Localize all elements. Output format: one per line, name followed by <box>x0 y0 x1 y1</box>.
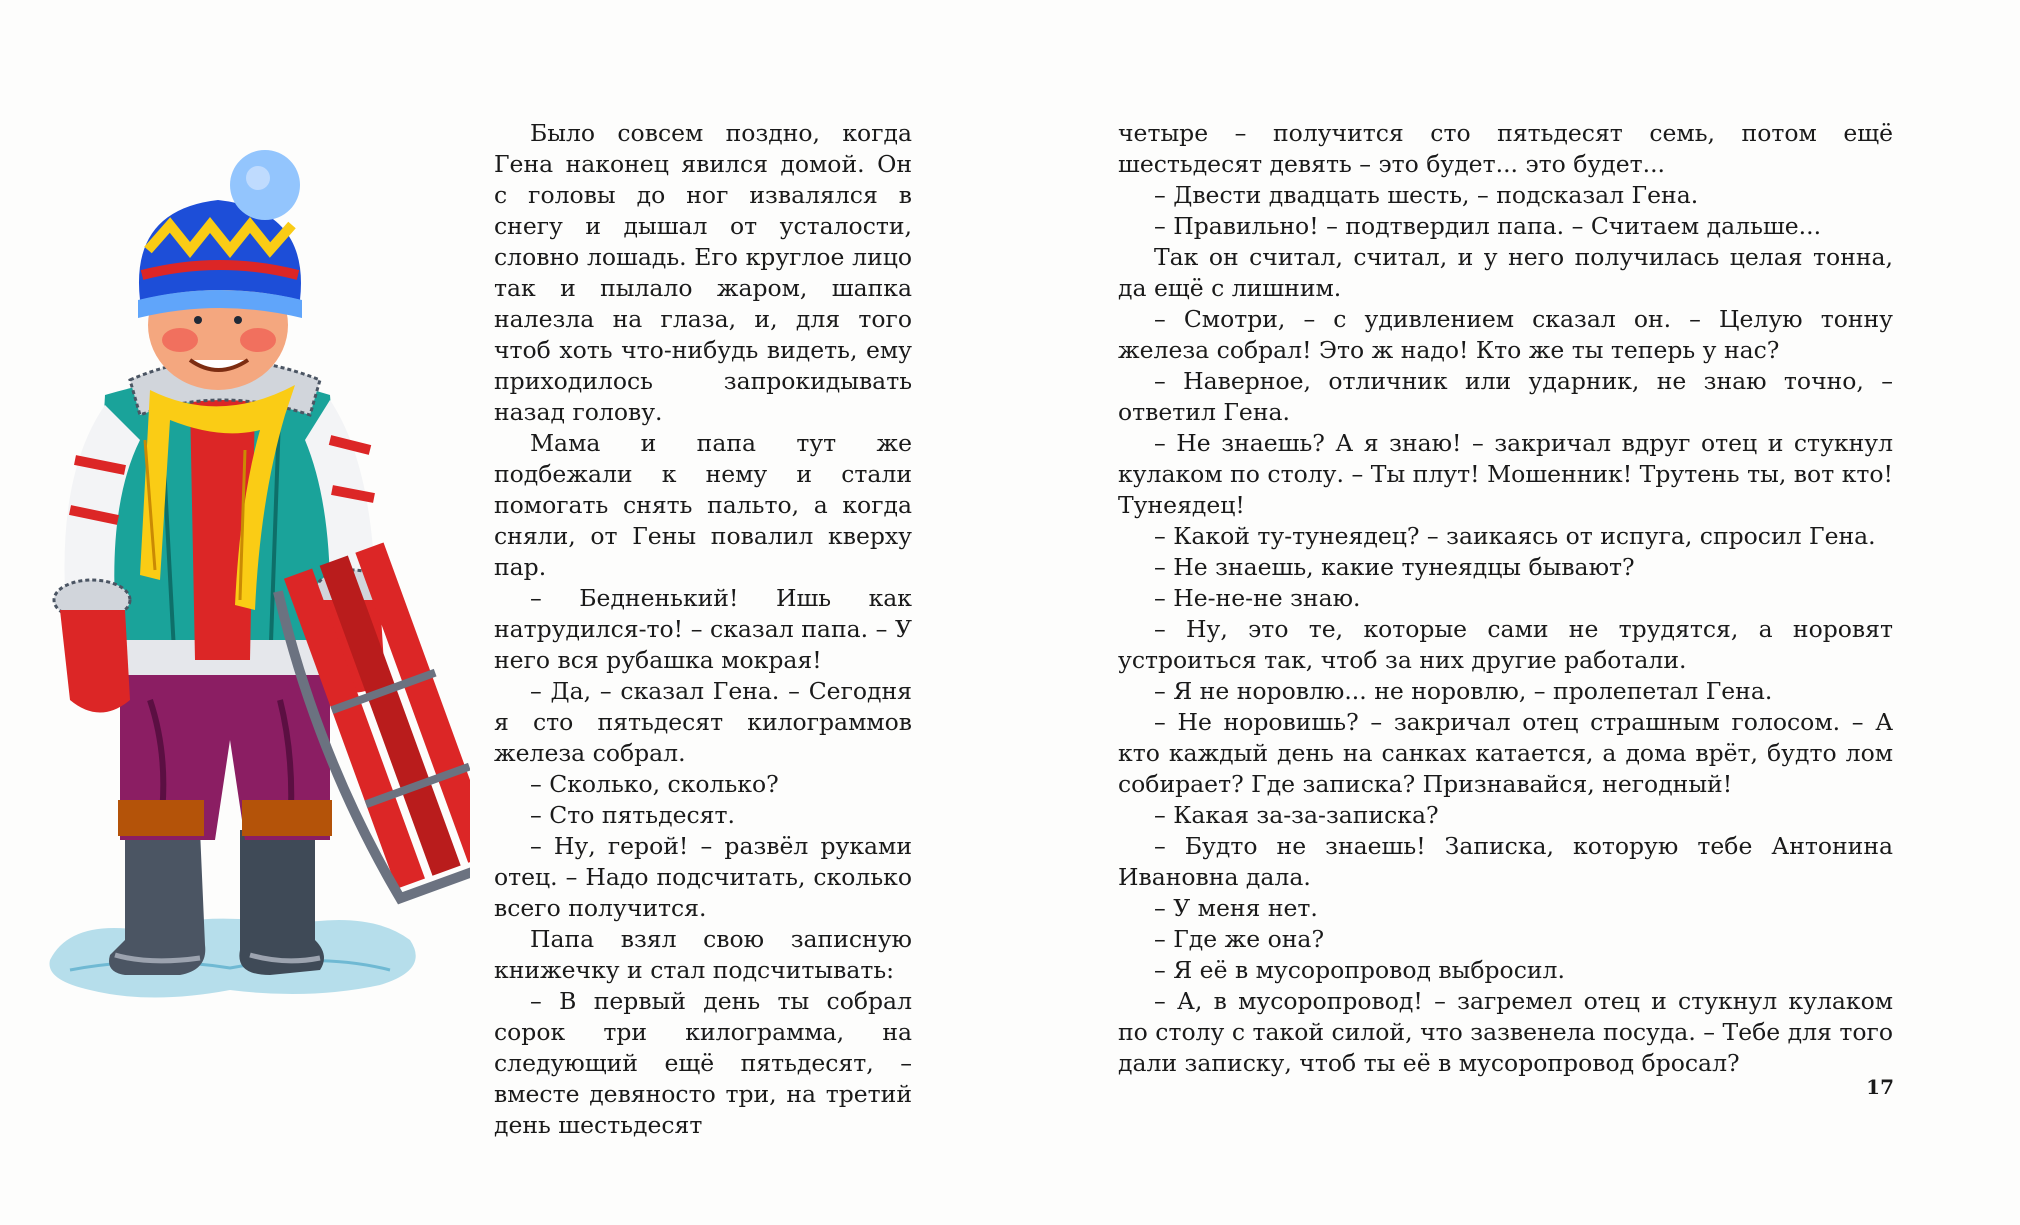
left-mitten <box>60 610 130 713</box>
paragraph: – Двести двадцать шесть, – подсказал Гена. <box>1154 181 1699 209</box>
paragraph: – Будто не знаешь! Записка, которую тебе Антонина Ивановна дала. <box>1118 832 1893 891</box>
paragraph: – У меня нет. <box>1154 894 1318 922</box>
paragraph: – В первый день ты собрал сорок три килограмма, на следующий ещё пятьдесят, – вместе девяносто три, на третий день шестьдесят <box>494 987 912 1139</box>
paragraph: – Наверное, отличник или ударник, не знаю точно, – ответил Гена. <box>1118 367 1893 426</box>
paragraph: Было совсем поздно, когда Гена наконец явился домой. Он с головы до ног извалялся в снегу и дышал от усталости, словно лошадь. Его круглое лицо так и пылало жаром, шапка налезла на глаза, и, для того чтоб хоть что-нибудь видеть, ему приходилось запрокидывать назад голову. <box>494 119 912 426</box>
paragraph: – Какая за-за-записка? <box>1154 801 1439 829</box>
paragraph: – Не знаешь, какие тунеядцы бывают? <box>1154 553 1635 581</box>
paragraph: – А, в мусоропровод! – загремел отец и стукнул кулаком по столу с такой силой, что зазвенела посуда. – Тебе для того дали записку, чтоб ты её в мусоропровод бросал? <box>1118 987 1893 1077</box>
paragraph: – Ну, герой! – развёл руками отец. – Надо подсчитать, сколько всего получится. <box>494 832 912 922</box>
right-text-column <box>1118 118 1893 1079</box>
paragraph: – Не знаешь? А я знаю! – закричал вдруг отец и стукнул кулаком по столу. – Ты плут! Мошенник! Трутень ты, вот кто! Тунеядец! <box>1118 429 1893 519</box>
paragraph: – Сто пятьдесят. <box>530 801 735 829</box>
paragraph: – Сколько, сколько? <box>530 770 779 798</box>
left-text-column <box>494 118 912 1141</box>
paragraph: четыре – получится сто пятьдесят семь, потом ещё шестьдесят девять – это будет... это будет... <box>1118 119 1893 178</box>
paragraph: – Какой ту-тунеядец? – заикаясь от испуга, спросил Гена. <box>1154 522 1876 550</box>
paragraph: – Смотри, – с удивлением сказал он. – Целую тонну железа собрал! Это ж надо! Кто же ты теперь у нас? <box>1118 305 1893 364</box>
page-number: 17 <box>1866 1075 1894 1099</box>
paragraph: Папа взял свою записную книжечку и стал подсчитывать: <box>494 925 912 984</box>
paragraph: Мама и папа тут же подбежали к нему и стали помогать снять пальто, а когда сняли, от Гены повалил кверху пар. <box>494 429 912 581</box>
paragraph: – Не-не-не знаю. <box>1154 584 1361 612</box>
paragraph: – Не норовишь? – закричал отец страшным голосом. – А кто каждый день на санках катается, а дома врёт, будто лом собирает? Где записка? Признавайся, негодный! <box>1118 708 1893 798</box>
paragraph: – Я её в мусоропровод выбросил. <box>1154 956 1565 984</box>
paragraph: – Да, – сказал Гена. – Сегодня я сто пятьдесят килограммов железа собрал. <box>494 677 912 767</box>
paragraph: – Я не норовлю... не норовлю, – пролепетал Гена. <box>1154 677 1773 705</box>
puddle <box>50 919 416 998</box>
paragraph: – Правильно! – подтвердил папа. – Считаем дальше... <box>1154 212 1822 240</box>
paragraph: – Бедненький! Ишь как натрудился-то! – сказал папа. – У него вся рубашка мокрая! <box>494 584 912 674</box>
paragraph: – Где же она? <box>1154 925 1325 953</box>
left-boot <box>109 830 205 975</box>
paragraph: – Ну, это те, которые сами не трудятся, а норовят устроиться так, чтоб за них другие работали. <box>1118 615 1893 674</box>
paragraph: Так он считал, считал, и у него получилась целая тонна, да ещё с лишним. <box>1118 243 1893 302</box>
boy-with-sled-icon <box>30 140 470 1040</box>
